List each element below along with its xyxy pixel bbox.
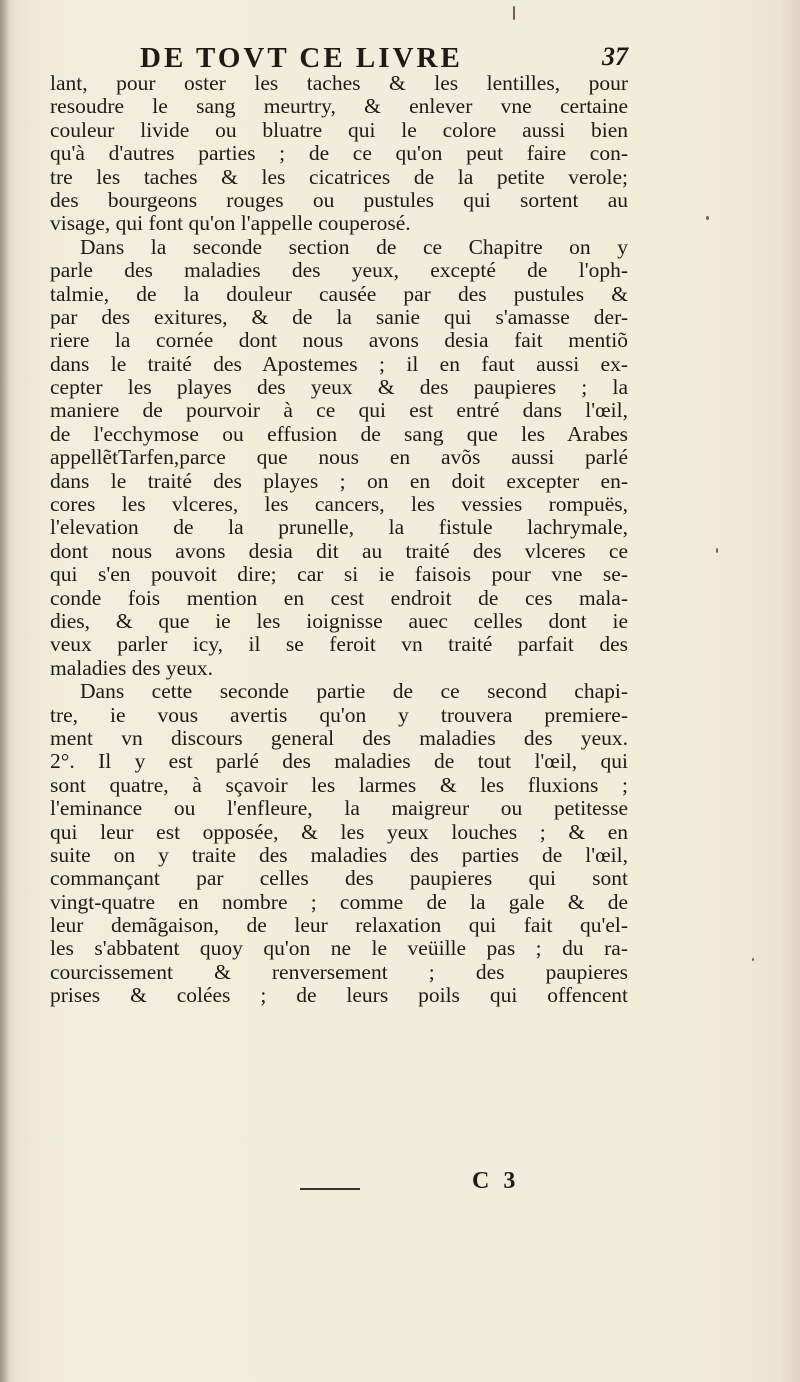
text-line: cepter les playes des yeux & des paupieres ; la [50, 376, 628, 400]
text-line: tre les taches & les cicatrices de la petite verole; [50, 165, 628, 189]
text-line: courcissement & renversement ; des paupieres [50, 960, 628, 984]
text-line: l'eminance ou l'enfleure, la maigreur ou petitesse [50, 797, 628, 821]
text-line: les s'abbatent quoy qu'on ne le veüille pas ; du ra- [50, 937, 628, 961]
gathering-signature: C 3 [472, 1168, 520, 1194]
text-line: qu'à d'autres parties ; de ce qu'on peut faire con- [50, 142, 628, 166]
paper-speck [752, 958, 754, 961]
text-line: dies, & que ie les ioignisse auec celles dont ie [50, 609, 628, 633]
text-line: riere la cornée dont nous avons desia fait mentiõ [50, 329, 628, 353]
paragraph-start-line: Dans la seconde section de ce Chapitre on y [80, 235, 628, 259]
text-line: qui s'en pouvoit dire; car si ie faisois pour vne se- [50, 563, 628, 587]
text-line: qui leur est opposée, & les yeux louches ; & en [50, 820, 628, 844]
paper-speck [513, 6, 515, 20]
text-line: couleur livide ou bluatre qui le colore aussi bien [50, 118, 628, 142]
body-text [50, 72, 628, 1008]
text-line: prises & colées ; de leurs poils qui offencent [50, 984, 628, 1008]
text-line: de l'ecchymose ou effusion de sang que les Arabes [50, 422, 628, 446]
page-number: 37 [602, 42, 628, 71]
paper-speck [706, 216, 709, 220]
text-line: par des exitures, & de la sanie qui s'amasse der- [50, 305, 628, 329]
text-line: talmie, de la douleur causée par des pustules & [50, 282, 628, 306]
text-line: maladies des yeux. [50, 656, 213, 680]
text-line: lant, pour oster les taches & les lentilles, pour [50, 72, 628, 95]
binding-gutter-shadow [0, 0, 10, 1382]
text-line: sont quatre, à sçavoir les larmes & les fluxions ; [50, 773, 628, 797]
text-line: des bourgeons rouges ou pustules qui sortent au [50, 188, 628, 212]
text-line: parle des maladies des yeux, excepté de l'oph- [50, 259, 628, 283]
text-line: resoudre le sang meurtry, & enlever vne certaine [50, 95, 628, 119]
text-line: maniere de pourvoir à ce qui est entré dans l'œil, [50, 399, 628, 423]
text-line: dont nous avons desia dit au traité des vlceres ce [50, 539, 628, 563]
text-line: leur demãgaison, de leur relaxation qui fait qu'el- [50, 914, 628, 938]
paragraph-start-line: Dans cette seconde partie de ce second chapi- [80, 680, 628, 704]
text-line: conde fois mention en cest endroit de ces mala- [50, 586, 628, 610]
page-footer [300, 1168, 600, 1198]
page-header [140, 42, 628, 76]
text-line: tre, ie vous avertis qu'on y trouvera premiere- [50, 703, 628, 727]
text-line: appellẽtTarfen,parce que nous en avõs aussi parlé [50, 446, 628, 470]
text-line: dans le traité des playes ; on en doit excepter en- [50, 469, 628, 493]
text-line: ment vn discours general des maladies des yeux. [50, 726, 628, 750]
text-line: visage, qui font qu'on l'appelle couperosé. [50, 212, 411, 236]
paper-speck [716, 548, 718, 553]
text-line: 2°. Il y est parlé des maladies de tout l'œil, qui [50, 750, 628, 774]
text-line: commançant par celles des paupieres qui sont [50, 867, 628, 891]
text-line: dans le traité des Apostemes ; il en faut aussi ex- [50, 352, 628, 376]
text-line: suite on y traite des maladies des parties de l'œil, [50, 843, 628, 867]
text-line: veux parler icy, il se feroit vn traité parfait des [50, 633, 628, 657]
text-line: cores les vlceres, les cancers, les vessies rompuës, [50, 493, 628, 517]
running-head: DE TOVT CE LIVRE [140, 42, 463, 74]
catchword-rule [300, 1188, 360, 1190]
text-line: l'elevation de la prunelle, la fistule lachrymale, [50, 516, 628, 540]
text-line: vingt-quatre en nombre ; comme de la gale & de [50, 890, 628, 914]
